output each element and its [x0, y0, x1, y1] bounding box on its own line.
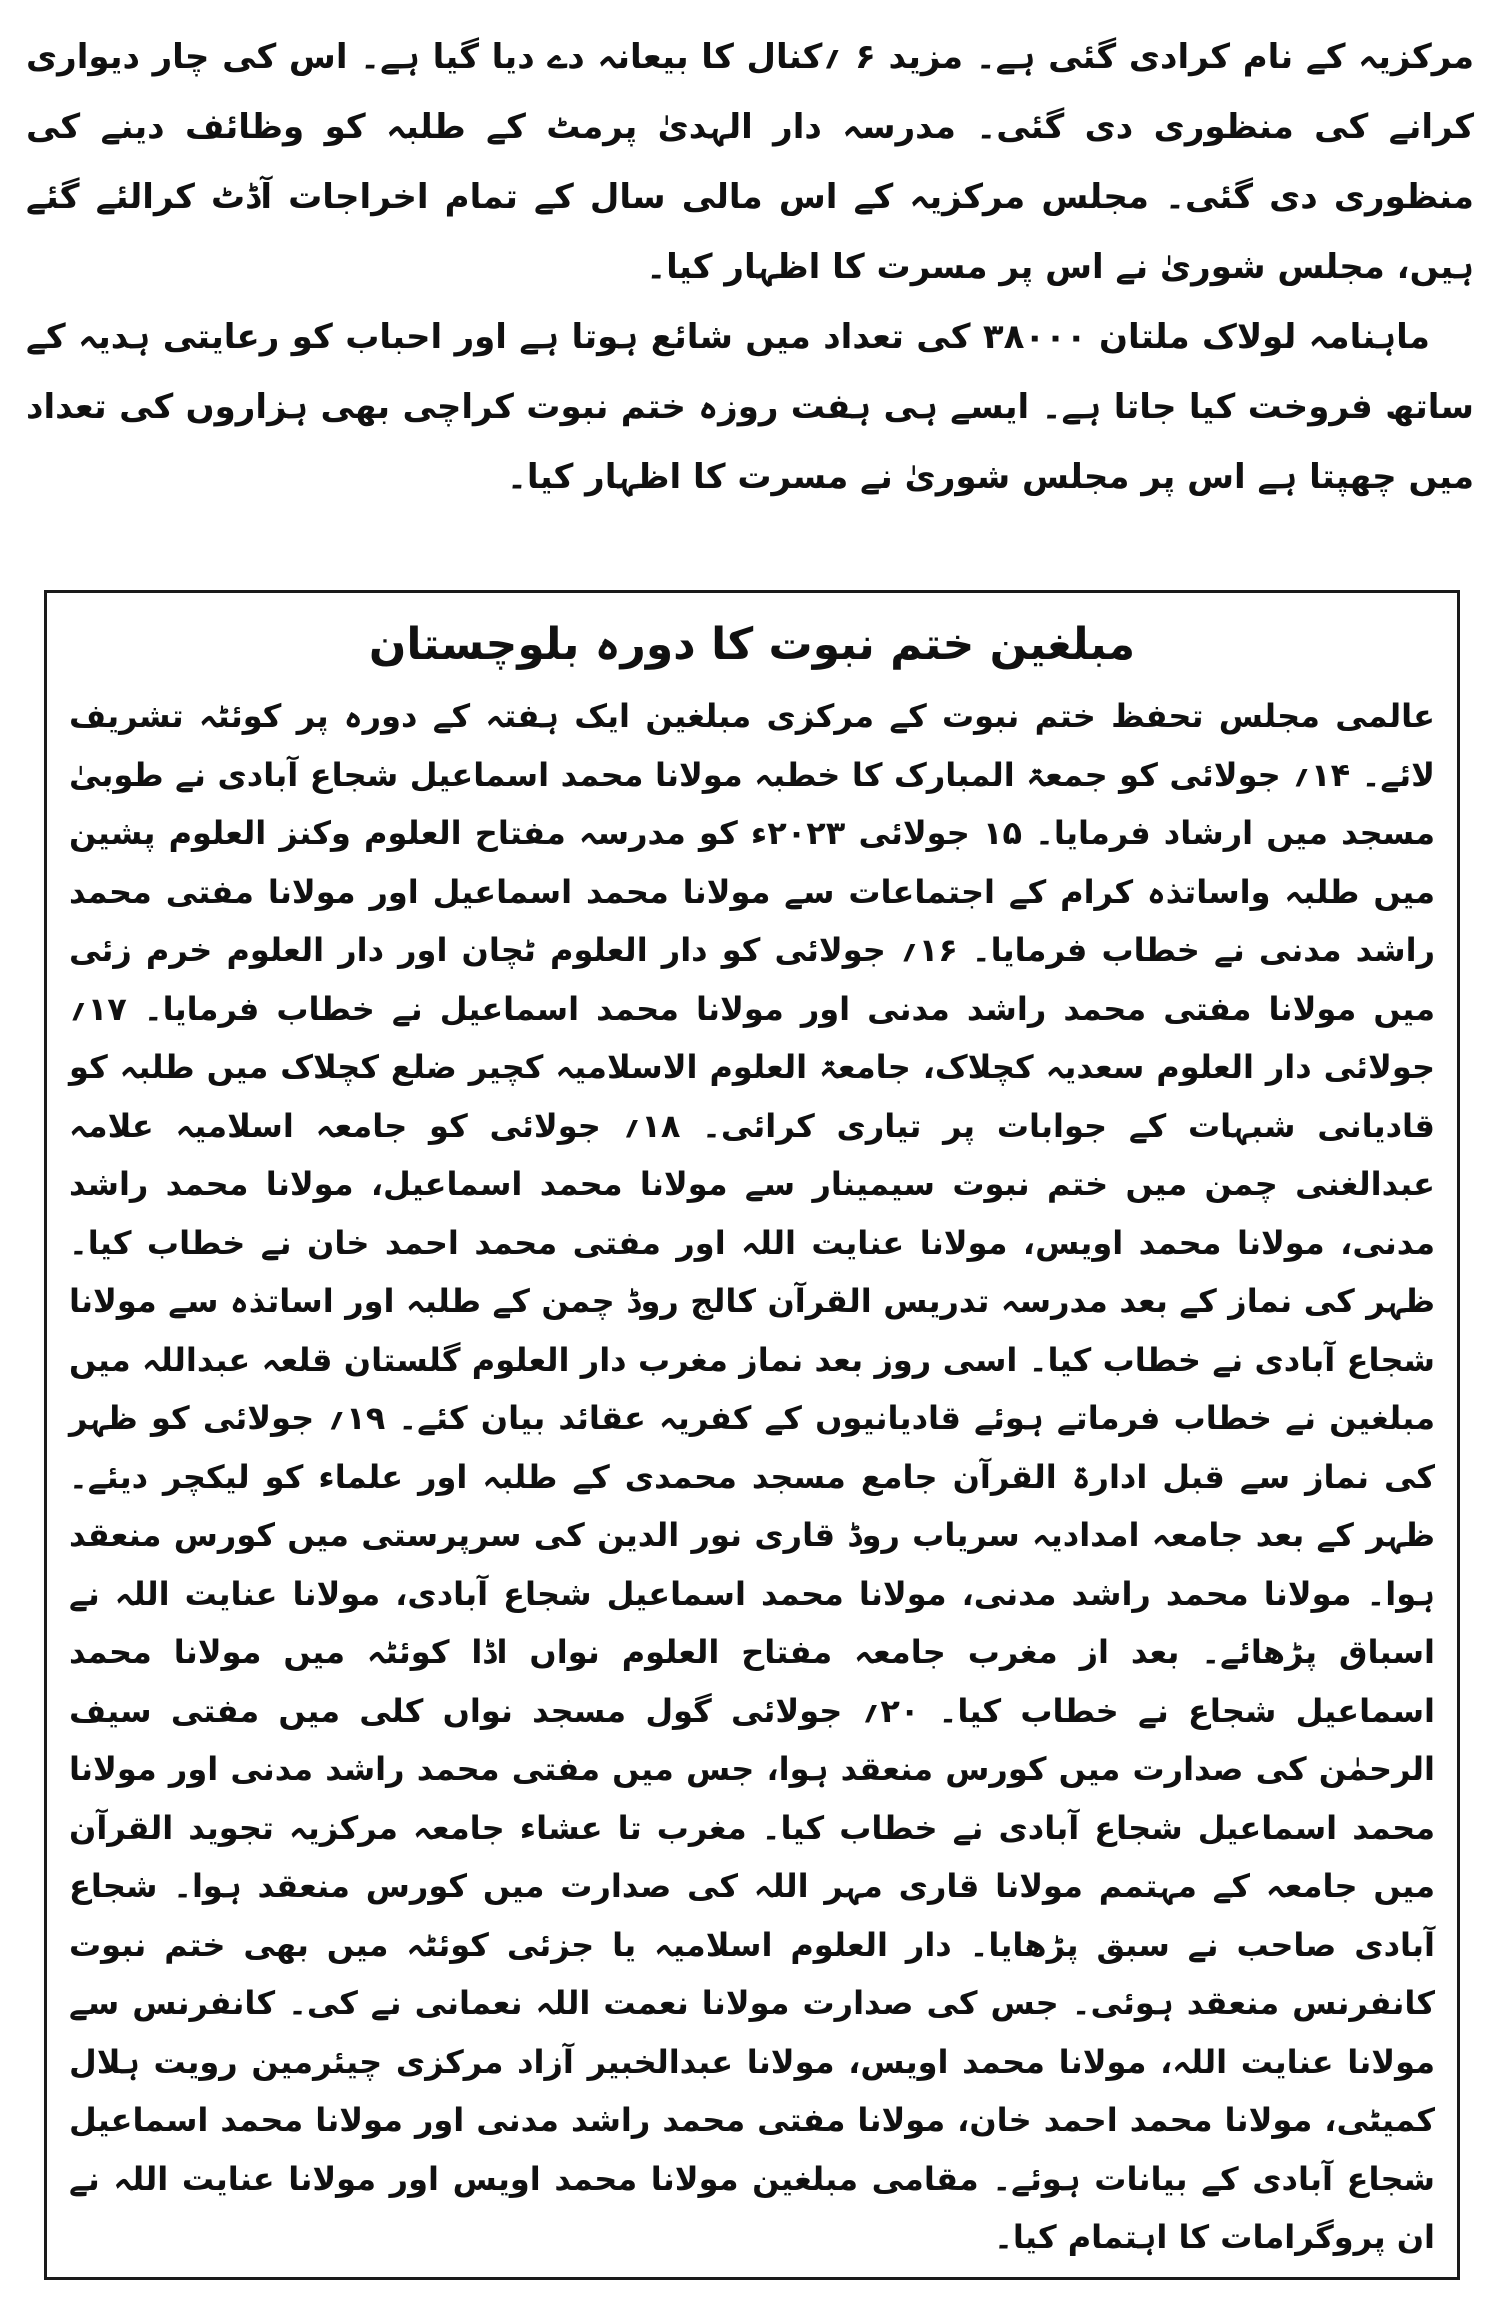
intro-paragraph-1: مرکزیہ کے نام کرادی گئی ہے۔ مزید ۶ ؍کنال کا بیعانہ دے دیا گیا ہے۔ اس کی چار دیواری کرانے کی منظوری دی گئی۔ مدرسہ دار الہدیٰ پرمٹ کے طلبہ کو وظائف دینے کی منظوری دی گئی۔ مجلس مرکزیہ کے اس مالی سال کے تمام اخراجات آڈٹ کرالئے گئے ہیں، مجلس شوریٰ نے اس پر مسرت کا اظہار کیا۔	[26, 37, 1474, 287]
boxed-article	[44, 590, 1460, 2280]
intro-paragraph-2: ماہنامہ لولاک ملتان ۳۸۰۰۰ کی تعداد میں شائع ہوتا ہے اور احباب کو رعایتی ہدیہ کے ساتھ فروخت کیا جاتا ہے۔ ایسے ہی ہفت روزہ ختم نبوت کراچی بھی ہزاروں کی تعداد میں چھپتا ہے اس پر مجلس شوریٰ نے مسرت کا اظہار کیا۔	[26, 317, 1474, 497]
intro-section	[26, 22, 1474, 512]
article-title: مبلغین ختم نبوت کا دورہ بلوچستان	[368, 619, 1136, 670]
article-body: عالمی مجلس تحفظ ختم نبوت کے مرکزی مبلغین ایک ہفتہ کے دورہ پر کوئٹہ تشریف لائے۔ ۱۴؍ جولائی کو جمعۃ المبارک کا خطبہ مولانا محمد اسماعیل شجاع آبادی نے طوبیٰ مسجد میں ارشاد فرمایا۔ ۱۵ جولائی ۲۰۲۳ء کو مدرسہ مفتاح العلوم وکنز العلوم پشین میں طلبہ واساتذہ کرام کے اجتماعات سے مولانا محمد اسماعیل اور مولانا مفتی محمد راشد مدنی نے خطاب فرمایا۔ ۱۶؍ جولائی کو دار العلوم ٹچان اور دار العلوم خرم زئی میں مولانا مفتی محمد راشد مدنی اور مولانا محمد اسماعیل نے خطاب فرمایا۔ ۱۷؍ جولائی دار العلوم سعدیہ کچلاک، جامعۃ العلوم الاسلامیہ کچیر ضلع کچلاک میں طلبہ کو قادیانی شبہات کے جوابات پر تیاری کرائی۔ ۱۸؍ جولائی کو جامعہ اسلامیہ علامہ عبدالغنی چمن میں ختم نبوت سیمینار سے مولانا محمد اسماعیل، مولانا محمد راشد مدنی، مولانا محمد اویس، مولانا عنایت اللہ اور مفتی محمد احمد خان نے خطاب کیا۔ ظہر کی نماز کے بعد مدرسہ تدریس القرآن کالج روڈ چمن کے طلبہ اور اساتذہ سے مولانا شجاع آبادی نے خطاب کیا۔ اسی روز بعد نماز مغرب دار العلوم گلستان قلعہ عبداللہ میں مبلغین نے خطاب فرماتے ہوئے قادیانیوں کے کفریہ عقائد بیان کئے۔ ۱۹؍ جولائی کو ظہر کی نماز سے قبل ادارۃ القرآن جامع مسجد محمدی کے طلبہ اور علماء کو لیکچر دیئے۔ ظہر کے بعد جامعہ امدادیہ سریاب روڈ قاری نور الدین کی سرپرستی میں کورس منعقد ہوا۔ مولانا محمد راشد مدنی، مولانا محمد اسماعیل شجاع آبادی، مولانا عنایت اللہ نے اسباق پڑھائے۔ بعد از مغرب جامعہ مفتاح العلوم نواں اڈا کوئٹہ میں مولانا محمد اسماعیل شجاع نے خطاب کیا۔ ۲۰؍ جولائی گول مسجد نواں کلی میں مفتی سیف الرحمٰن کی صدارت میں کورس منعقد ہوا، جس میں مفتی محمد راشد مدنی اور مولانا محمد اسماعیل شجاع آبادی نے خطاب کیا۔ مغرب تا عشاء جامعہ مرکزیہ تجوید القرآن میں جامعہ کے مہتمم مولانا قاری مہر اللہ کی صدارت میں کورس منعقد ہوا۔ شجاع آبادی صاحب نے سبق پڑھایا۔ دار العلوم اسلامیہ یا جزئی کوئٹہ میں بھی ختم نبوت کانفرنس منعقد ہوئی۔ جس کی صدارت مولانا نعمت اللہ نعمانی نے کی۔ کانفرنس سے مولانا عنایت اللہ، مولانا محمد اویس، مولانا عبدالخبیر آزاد مرکزی چیئرمین رویت ہلال کمیٹی، مولانا محمد احمد خان، مولانا مفتی محمد راشد مدنی اور مولانا محمد اسماعیل شجاع آبادی کے بیانات ہوئے۔ مقامی مبلغین مولانا محمد اویس اور مولانا عنایت اللہ نے ان پروگرامات کا اہتمام کیا۔	[69, 697, 1436, 2256]
